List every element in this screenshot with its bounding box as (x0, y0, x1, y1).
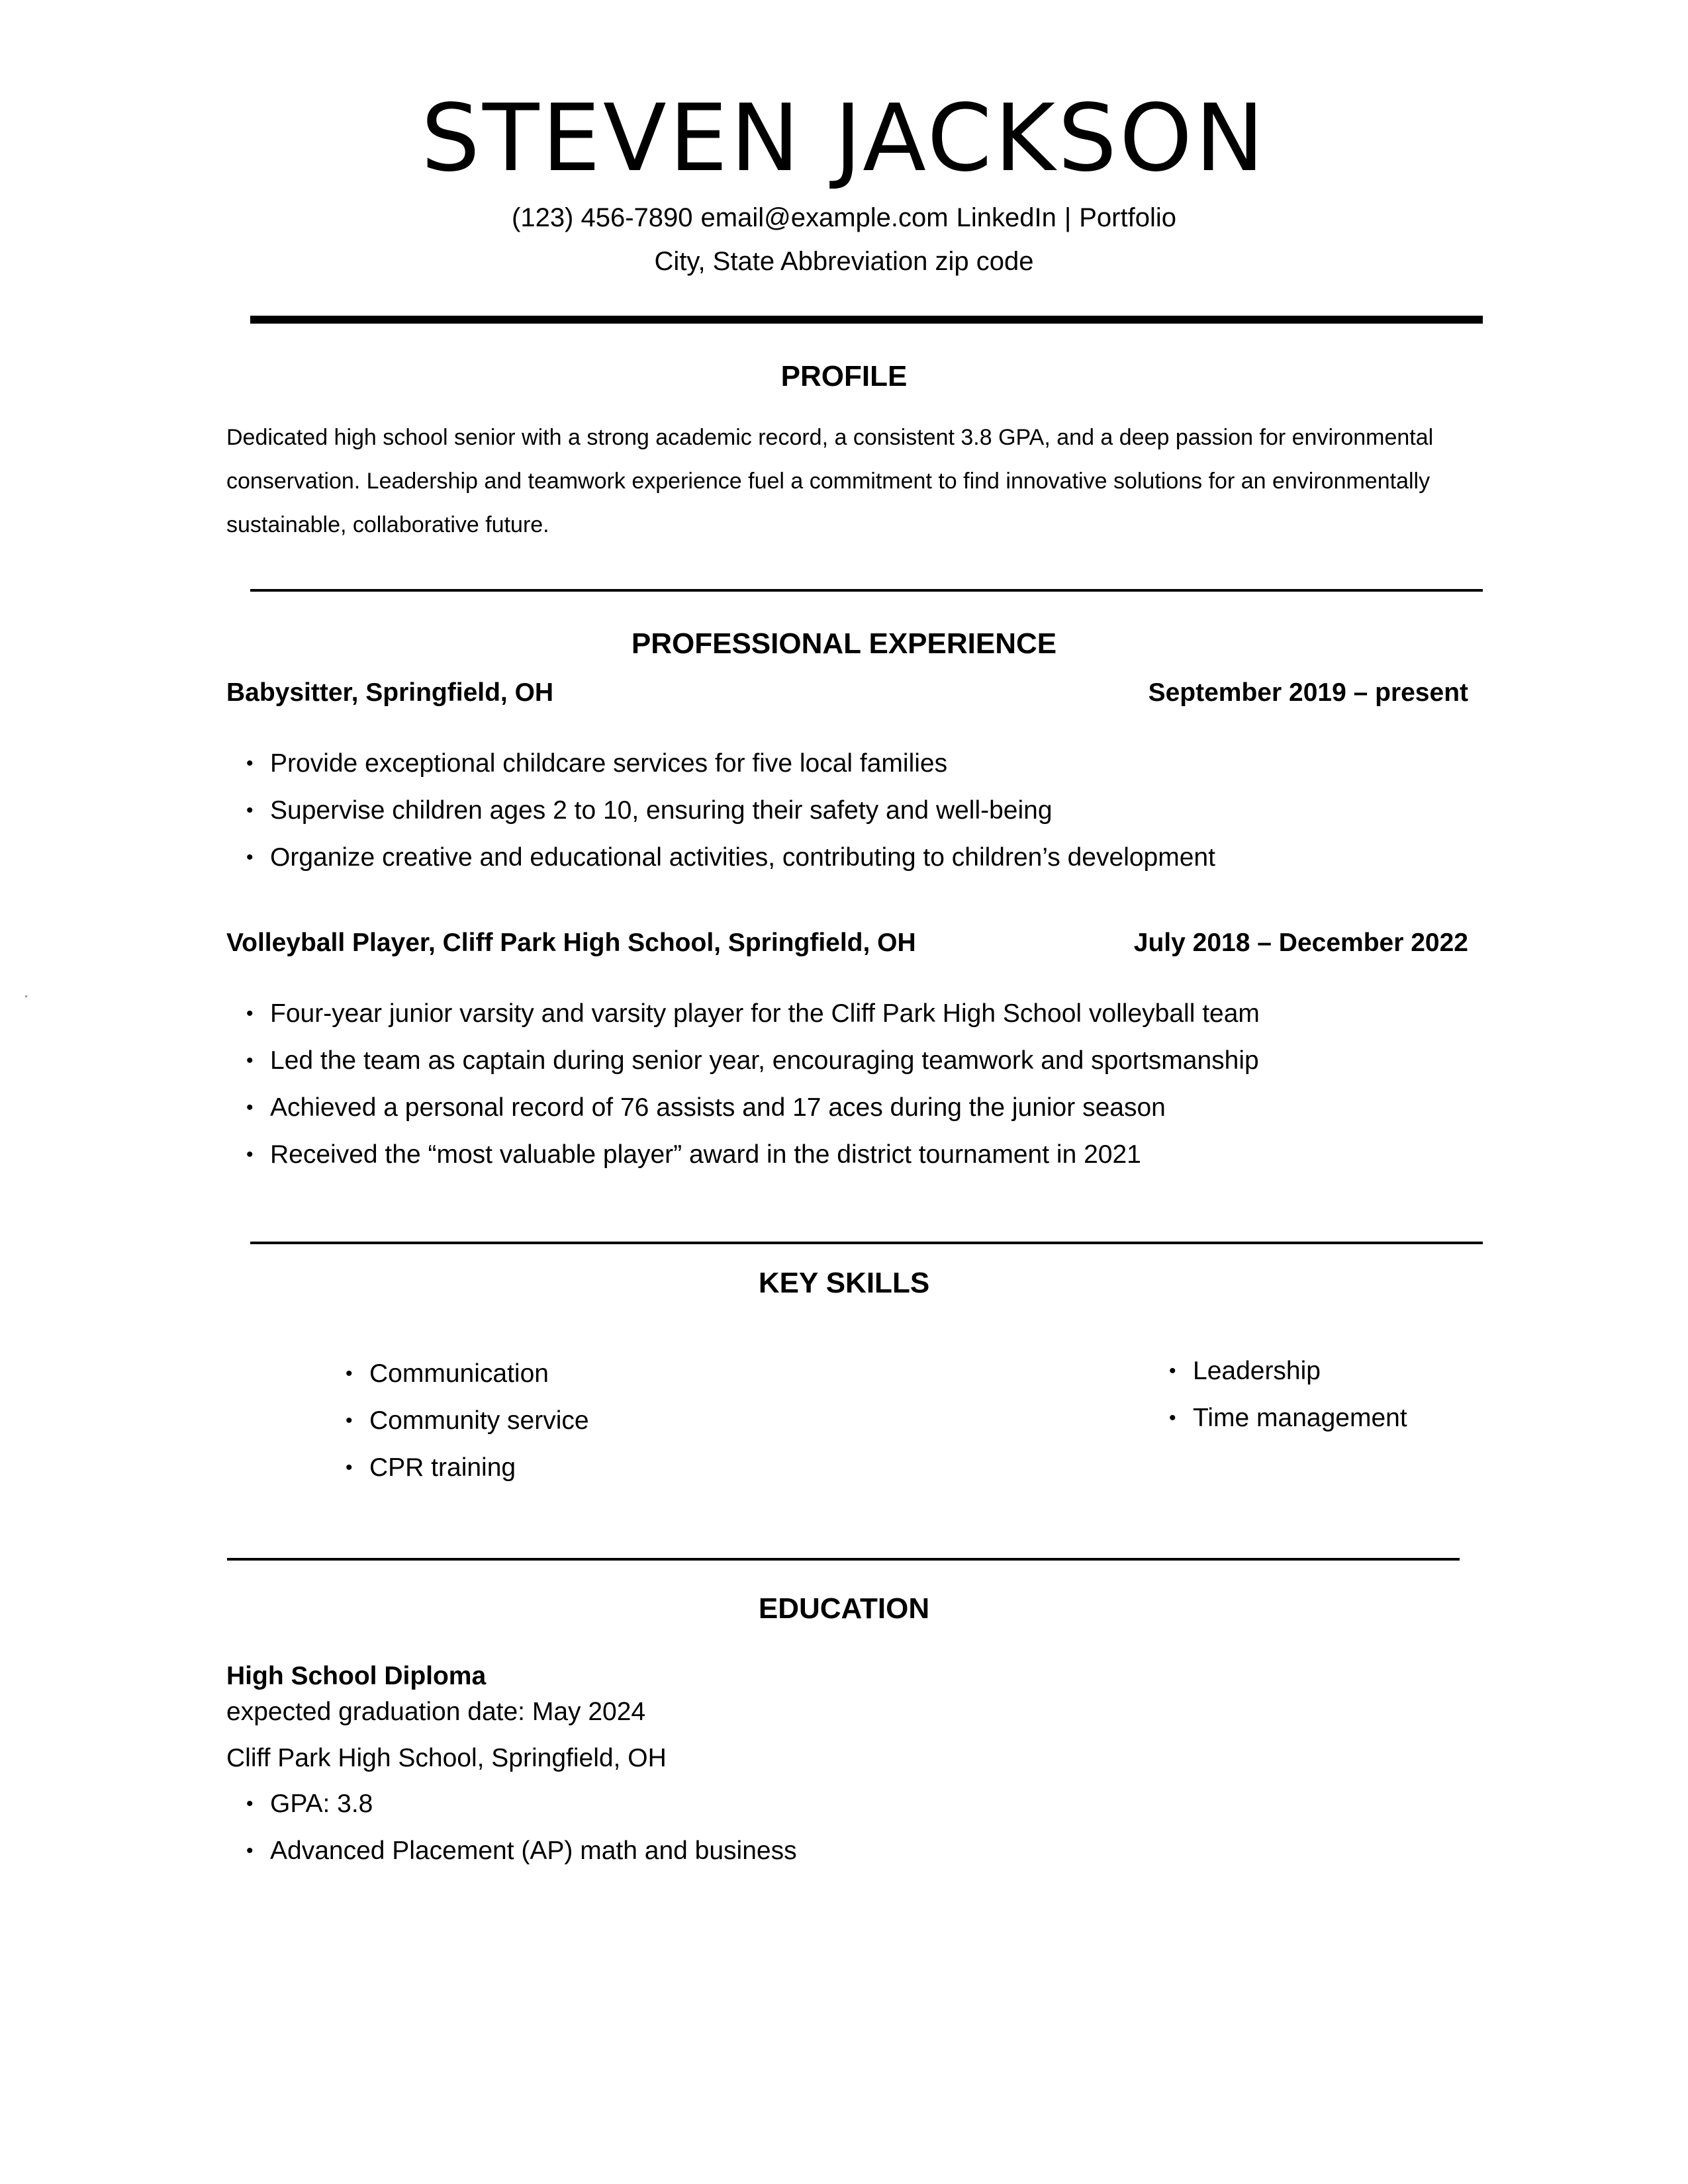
degree: High School Diploma (226, 1662, 487, 1690)
contact-line (0, 201, 1688, 234)
education-bullets (246, 1780, 797, 1874)
list-item: • Provide exceptional childcare services for five local families (246, 740, 1215, 787)
list-item: • GPA: 3.8 (246, 1780, 797, 1827)
graduation-date: expected graduation date: May 2024 (226, 1698, 646, 1726)
list-item: • Received the “most valuable player” award in the district tournament in 2021 (246, 1131, 1260, 1178)
skill-item: • CPR training (346, 1444, 589, 1491)
linkedin-link[interactable]: LinkedIn (956, 203, 1056, 232)
job-header (226, 927, 1468, 960)
list-item: • Organize creative and educational activities, contributing to children’s development (246, 834, 1215, 881)
list-item: • Advanced Placement (AP) math and business (246, 1827, 797, 1874)
skill-item: • Community service (346, 1397, 589, 1444)
job-dates: July 2018 – December 2022 (1133, 929, 1468, 957)
profile-heading: PROFILE (780, 360, 908, 392)
location: City, State Abbreviation zip code (654, 247, 1034, 276)
list-item: • Four-year junior varsity and varsity player for the Cliff Park High School volleyball team (246, 990, 1260, 1037)
job-header (226, 676, 1468, 709)
link-separator: | (1064, 203, 1072, 232)
section-divider (227, 1558, 1460, 1561)
skill-item: • Communication (346, 1350, 589, 1397)
profile-summary: Dedicated high school senior with a strong academic record, a consistent 3.8 GPA, and a deep passion for environmental conservation. Leadership and teamwork experience fuel a commitment to find innovative solutions for an environmentally sustainable, collaborative future. (226, 425, 1434, 537)
email: email@example.com (700, 203, 949, 232)
section-divider (250, 1242, 1483, 1244)
header-divider (250, 316, 1483, 324)
job-bullets (246, 990, 1260, 1178)
list-item: • Achieved a personal record of 76 assists and 17 aces during the junior season (246, 1084, 1260, 1131)
list-item: • Supervise children ages 2 to 10, ensuring their safety and well-being (246, 787, 1215, 834)
experience-heading: PROFESSIONAL EXPERIENCE (631, 627, 1057, 660)
job-title: Babysitter, Springfield, OH (226, 678, 554, 707)
skills-list-left (346, 1350, 589, 1491)
job-dates: September 2019 – present (1148, 678, 1468, 707)
portfolio-link[interactable]: Portfolio (1079, 203, 1176, 232)
skills-list-right (1169, 1347, 1407, 1441)
list-item: • Led the team as captain during senior year, encouraging teamwork and sportsmanship (246, 1037, 1260, 1084)
job-bullets (246, 740, 1215, 881)
scan-speck (25, 995, 27, 997)
candidate-name: STEVEN JACKSON (421, 85, 1267, 193)
phone: (123) 456-7890 (512, 203, 693, 232)
education-heading: EDUCATION (758, 1592, 930, 1625)
school-name: Cliff Park High School, Springfield, OH (226, 1744, 667, 1772)
job-title: Volleyball Player, Cliff Park High School, Springfield, OH (226, 929, 916, 957)
skill-item: • Leadership (1169, 1347, 1407, 1394)
section-divider (250, 589, 1483, 592)
skill-item: • Time management (1169, 1394, 1407, 1441)
skills-heading: KEY SKILLS (758, 1267, 930, 1299)
